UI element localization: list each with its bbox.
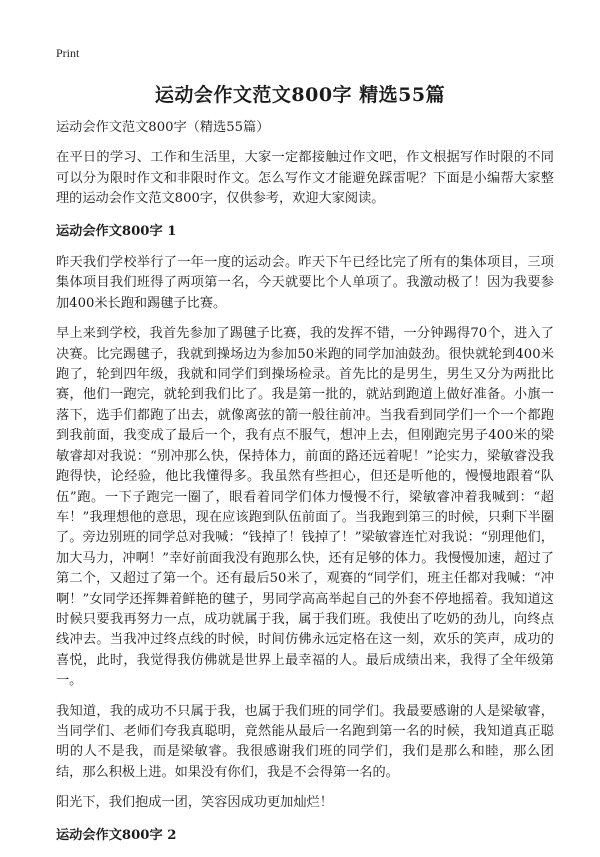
section-1-paragraph-4: 阳光下，我们抱成一团，笑容因成功更加灿烂！	[56, 795, 333, 811]
intro-paragraph: 在平日的学习、工作和生活里，大家一定都接触过作文吧，作文根据写作时限的不同可以分为限时作文和非限时作文。怎么写作文才能避免踩雷呢？下面是小编帮大家整理的运动会作文范文800字，仅供参考，欢迎大家阅读。	[56, 150, 554, 207]
section-1-heading: 运动会作文800字 1	[56, 223, 177, 239]
section-1-paragraph-2: 早上来到学校，我首先参加了踢毽子比赛，我的发挥不错，一分钟踢得70个，进入了决赛。比完踢毽子，我就到操场边为参加50米跑的同学加油鼓劲。很快就轮到400米跑了，轮到四年级，我就和同学们到操场检录。首先比的是男生，男生又分为两批比赛，他们一跑完，就轮到我们比了。我是第一批的，就站到跑道上做好准备。小旗一落下，选手们都跑了出去，就像离弦的箭一般往前冲。当我看到同学们一个一个都跑到我前面，我变成了最后一个，我有点不服气，想冲上去，但刚跑完男子400米的梁敏睿却对我说：“别冲那么快，保持体力，前面的路还远着呢！”论实力，梁敏睿没我跑得快，论经验，他比我懂得多。我虽然有些担心，但还是听他的，慢慢地跟着“队伍”跑。一下子跑完一圈了，眼看着同学们体力慢慢不行，梁敏睿冲着我喊到：“超车！”我理想他的意思，现在应该跑到队伍前面了。当我跑到第三的时候，只剩下半圈了。旁边别班的同学总对我喊：“钱掉了！钱掉了！”梁敏睿连忙对我说：“别理他们，加大马力，冲啊！”幸好前面我没有跑那么快，还有足够的体力。我慢慢加速，超过了第二个，又超过了第一个。还有最后50米了，观赛的“同学们，班主任都对我喊：“冲啊！”女同学还挥舞着鲜艳的毽子，男同学高高举起自己的外套不停地摇着。我知道这时候只要我再努力一点，成功就属于我，属于我们班。我使出了吃奶的劲儿，向终点线冲去。当我冲过终点线的时候，时间仿佛永远定格在这一刻，欢乐的笑声，成功的喜悦，此时，我觉得我仿佛就是世界上最幸福的人。最后成绩出来，我得了全年级第一。	[56, 326, 554, 689]
section-1-paragraph-1: 昨天我们学校举行了一年一度的运动会。昨天下午已经比完了所有的集体项目，三项集体项目我们班得了两项第一名，今天就要比个人单项了。我激动极了！因为我要参加400米长跑和踢毽子比赛。	[56, 255, 554, 311]
print-link[interactable]: Print	[56, 46, 80, 60]
section-2-heading: 运动会作文800字 2	[56, 827, 177, 843]
section-1-paragraph-3: 我知道，我的成功不只属于我，也属于我们班的同学们。我最要感谢的人是梁敏睿，当同学们、老师们夸我真聪明，竟然能从最后一名跑到第一名的时候，我知道真正聪明的人不是我，而是梁敏睿。我很感谢我们班的同学们，我们是那么和睦，那么团结，那么积极上进。如果没有你们，我是不会得第一名的。	[56, 703, 554, 780]
page-title: 运动会作文范文800字 精选55篇	[154, 84, 446, 106]
article-subtitle: 运动会作文范文800字（精选55篇）	[56, 120, 270, 135]
article-body	[56, 118, 554, 857]
